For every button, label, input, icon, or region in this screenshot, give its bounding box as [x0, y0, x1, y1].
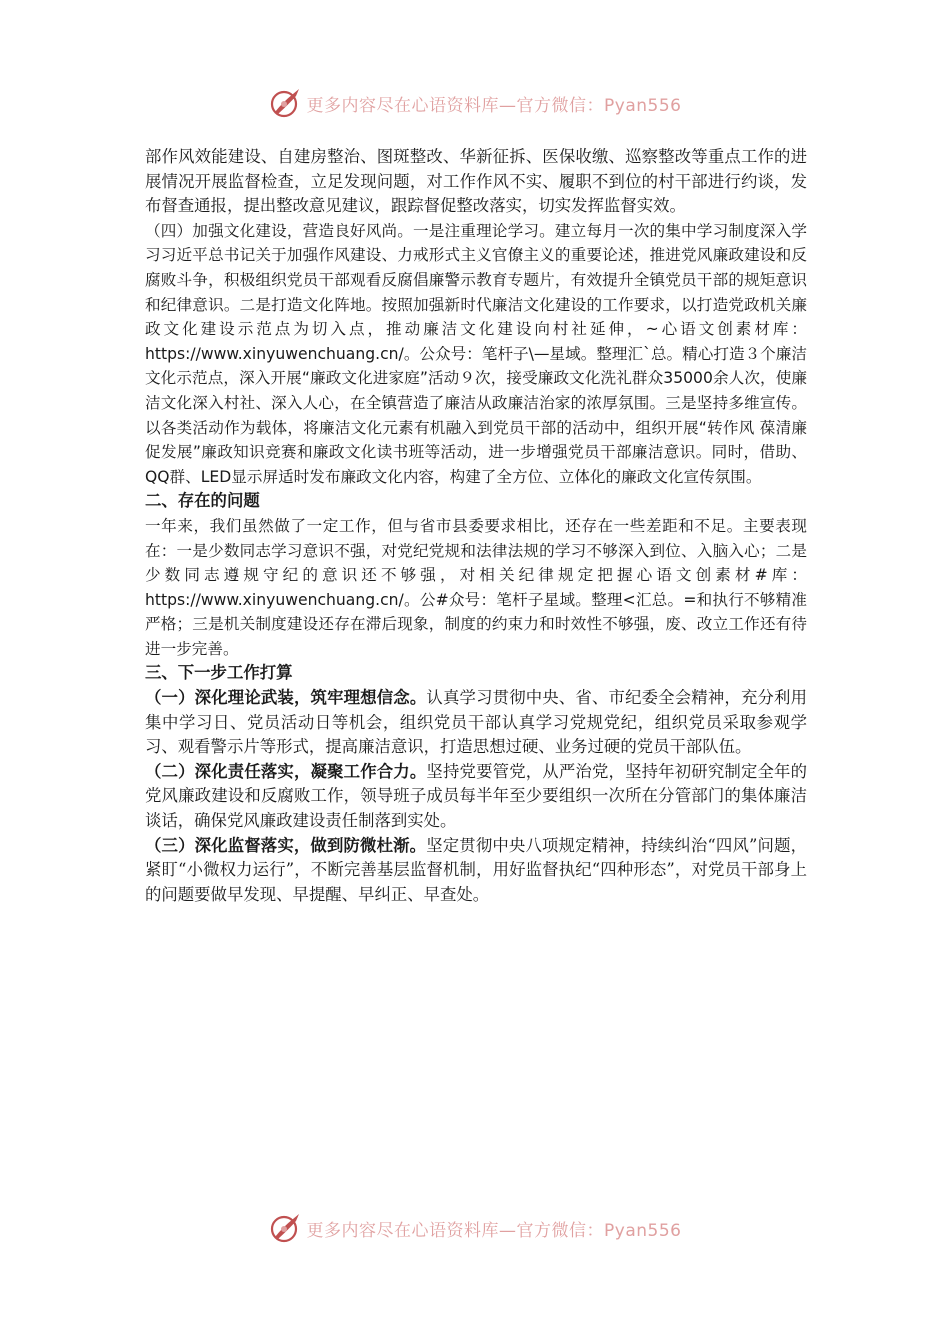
paragraph: （四）加强文化建设，营造良好风尚。一是注重理论学习。建立每月一次的集中学习制度深入学习习近平总书记关于加强作风建设、力戒形式主义官僚主义的重要论述，推进党风廉政建设和反腐败斗争，积极组织党员干部观看反腐倡廉警示教育专题片，有效提升全镇党员干部的规矩意识和纪律意识。二是打造文化阵地。按照加强新时代廉洁文化建设的工作要求，以打造党政机关廉政文化建设示范点为切入点，推动廉洁文化建设向村社延伸，~心语文创素材库：https://www.xinyuwenchuang.cn/。公众号：笔杆子\—星域。整理汇`总。精心打造３个廉洁文化示范点，深入开展“廉政文化进家庭”活动９次，接受廉政文化洗礼群众35000余人次，使廉洁文化深入村社、深入人心，在全镇营造了廉洁从政廉洁治家的浓厚氛围。三是坚持多维宣传。以各类活动作为载体，将廉洁文化元素有机融入到党员干部的活动中，组织开展“转作风 葆清廉 促发展”廉政知识竞赛和廉政文化读书班等活动，进一步增强党员干部廉洁意识。同时，借助、QQ群、LED显示屏适时发布廉政文化内容，构建了全方位、立体化的廉政文化宣传氛围。	[145, 221, 807, 486]
section-heading: 二、存在的问题	[145, 491, 260, 511]
paragraph	[145, 686, 807, 760]
watermark-text: 更多内容尽在心语资料库—官方微信：Pyan556	[306, 1220, 682, 1241]
document-body	[145, 145, 807, 907]
item-body: 认真学习贯彻中央、省、市纪委全会精神，充分利用集中学习日、党员活动日等机会，组织党员干部认真学习党规党纪，组织党员采取参观学习、观看警示片等形式，提高廉洁意识，打造思想过硬、业务过硬的党员干部队伍。	[145, 688, 808, 757]
item-title: （二）深化责任落实，凝聚工作合力。	[145, 761, 427, 781]
watermark-text: 更多内容尽在心语资料库—官方微信：Pyan556	[306, 95, 682, 116]
section-heading: 三、下一步工作打算	[145, 663, 293, 683]
item-body: 坚定贯彻中央八项规定精神，持续纠治“四风”问题，紧盯“小微权力运行”，不断完善基层监督机制，用好监督执纪“四种形态”，对党员干部身上的问题要做早发现、早提醒、早纠正、早查处。	[145, 835, 808, 904]
brush-logo-icon	[269, 86, 303, 120]
brush-logo-icon	[269, 1211, 303, 1245]
item-title: （三）深化监督落实，做到防微杜渐。	[145, 835, 427, 855]
paragraph	[145, 834, 807, 908]
paragraph	[145, 760, 807, 834]
item-body: 坚持党要管党，从严治党，坚持年初研究制定全年的党风廉政建设和反腐败工作，领导班子成员每半年至少要组织一次所在分管部门的集体廉洁谈话，确保党风廉政建设责任制落到实处。	[145, 761, 808, 831]
item-title: （一）深化理论武装，筑牢理想信念。	[145, 688, 427, 708]
footer-watermark	[0, 1211, 950, 1245]
header-watermark	[0, 86, 950, 120]
paragraph: 一年来，我们虽然做了一定工作，但与省市县委要求相比，还存在一些差距和不足。主要表现在：一是少数同志学习意识不强，对党纪党规和法律法规的学习不够深入到位、入脑入心；二是少数同志遵规守纪的意识还不够强，对相关纪律规定把握心语文创素材#库：https://www.xinyuwenchuang.cn/。公#众号：笔杆子星域。整理<汇总。=和执行不够精准严格；三是机关制度建设还存在滞后现象，制度的约束力和时效性不够强，废、改立工作还有待进一步完善。	[145, 516, 807, 658]
paragraph: 部作风效能建设、自建房整治、图斑整改、华新征拆、医保收缴、巡察整改等重点工作的进展情况开展监督检查，立足发现问题，对工作作风不实、履职不到位的村干部进行约谈，发布督查通报，提出整改意见建议，跟踪督促整改落实，切实发挥监督实效。	[145, 147, 807, 216]
